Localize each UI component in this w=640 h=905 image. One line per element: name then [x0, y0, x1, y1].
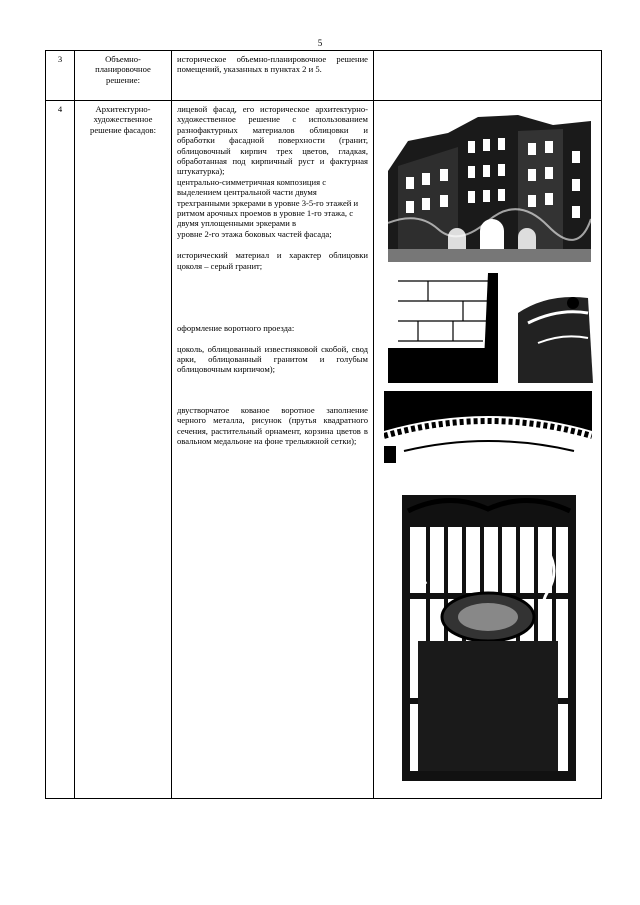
description-paragraph: исторический материал и характер облицовки цоколя – серый гранит;	[177, 250, 368, 271]
table-row	[46, 101, 602, 799]
facade-photo	[388, 111, 591, 262]
row-category: Объемно-планировочное решение:	[75, 51, 172, 101]
description-paragraph: центрально-симметричная композиция с выделением центральной части двумя трехгранными эркерами в уровне 3-5-го этажей и ритмом арочных проемов в уровне 1-го этажа, с двумя уплощенными эркерами в	[177, 176, 359, 229]
arch-photo	[384, 391, 592, 463]
page-number: 5	[317, 38, 323, 48]
description-paragraph: уровне 2-го этажа боковых частей фасада;	[177, 228, 332, 239]
row-description	[172, 51, 374, 101]
description-paragraph: двустворчатое кованое воротное заполнение черного металла, рисунок (прутья квадратного сечения, растительный орнамент, корзина цветов в овальном медальоне на фоне трельяжной сетки);	[177, 404, 368, 446]
protection-subject-table	[45, 50, 602, 799]
row-description	[172, 101, 374, 799]
table-row	[46, 51, 602, 101]
row-photo-cell	[374, 101, 602, 799]
description-paragraph: историческое объемно-планировочное решение помещений, указанных в пунктах 2 и 5.	[177, 54, 368, 75]
description-paragraph: лицевой фасад, его историческое архитектурно-художественное решение с использованием разнофактурных материалов облицовки и обработки фасадной поверхности (гранит, облицовочный кирпич трех цветов, гладкая, обработанная под кирпичный руст и фактурная штукатурка);	[177, 104, 368, 177]
description-paragraph: оформление воротного проезда:	[177, 323, 295, 334]
row-photo-cell	[374, 51, 602, 101]
granite-plinth-photo	[388, 273, 596, 383]
row-number: 3	[46, 51, 75, 101]
description-paragraph: цоколь, облицованный известняковой скобой, свод арки, облицованный гранитом и голубым облицовочным кирпичом);	[177, 343, 368, 375]
row-number: 4	[46, 101, 75, 799]
gate-photo	[398, 491, 580, 785]
row-category: Архитектурно-художественное решение фасадов:	[75, 101, 172, 799]
